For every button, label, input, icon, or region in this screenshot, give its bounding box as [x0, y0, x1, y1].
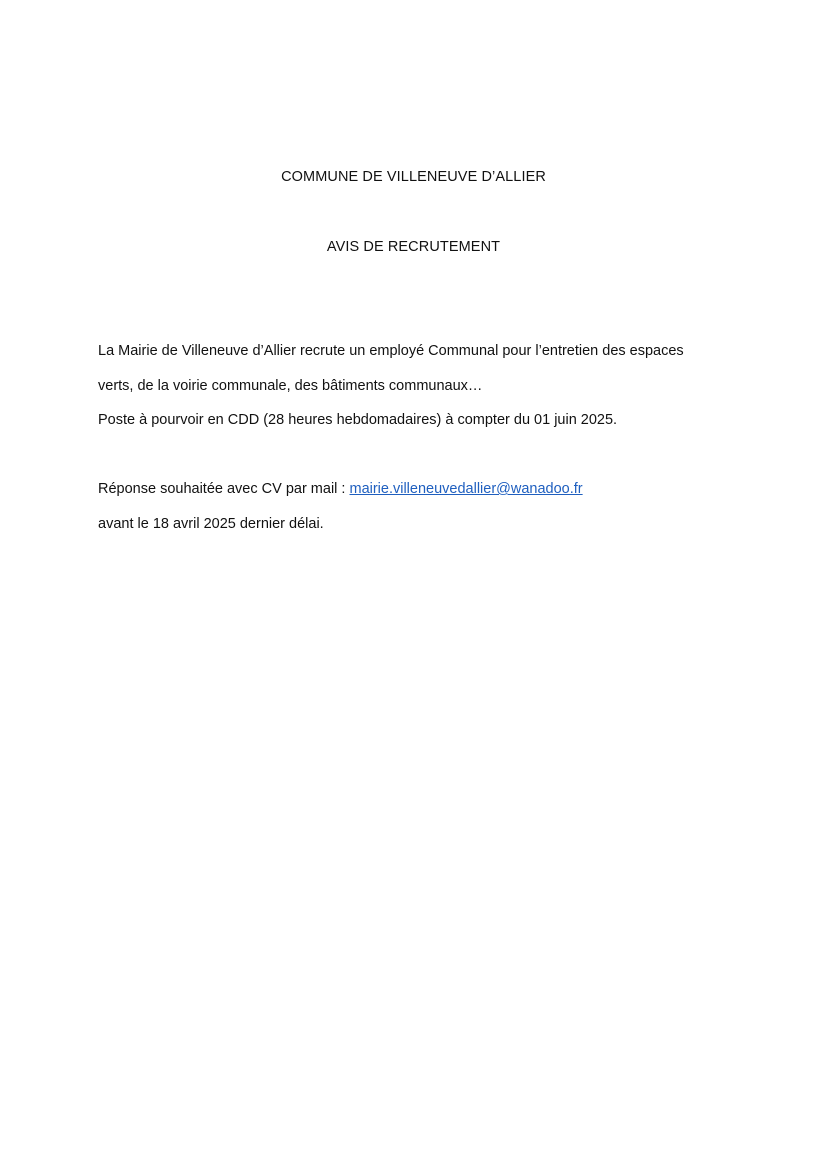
- body-line-1: La Mairie de Villeneuve d’Allier recrute un employé Communal pour l’entretien des espaces: [98, 343, 684, 359]
- notice-title: AVIS DE RECRUTEMENT: [326, 239, 501, 255]
- response-line: [98, 481, 583, 497]
- body-line-3: Poste à pourvoir en CDD (28 heures hebdomadaires) à compter du 01 juin 2025.: [98, 412, 618, 428]
- body-line-2: verts, de la voirie communale, des bâtiments communaux…: [98, 378, 483, 394]
- email-link[interactable]: mairie.villeneuvedallier@wanadoo.fr: [349, 481, 583, 497]
- commune-title: COMMUNE DE VILLENEUVE D’ALLIER: [281, 169, 546, 185]
- deadline-line: avant le 18 avril 2025 dernier délai.: [98, 516, 324, 532]
- response-prefix: Réponse souhaitée avec CV par mail :: [98, 481, 350, 497]
